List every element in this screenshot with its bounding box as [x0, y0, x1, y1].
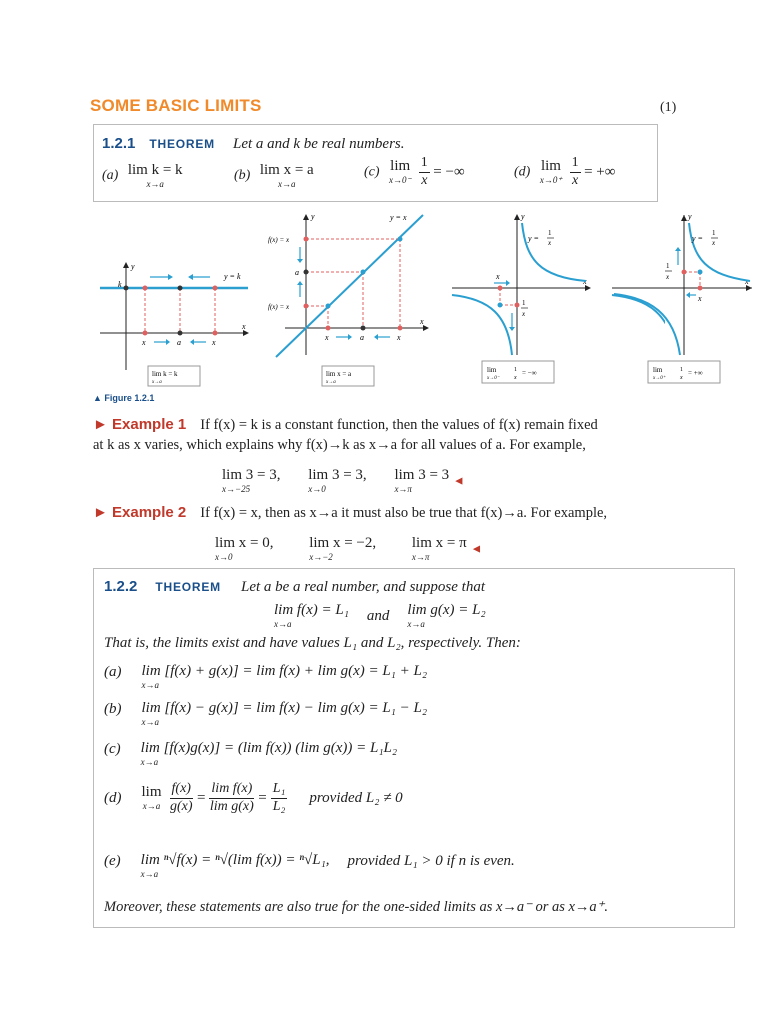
theorem2-statement: Let a be a real number, and suppose that: [240, 579, 485, 595]
t2-a-expr: lim [f(x) + g(x)] = lim f(x) + lim g(x) = L₁ + L₂: [141, 663, 428, 679]
theorem-statement: Let a and k be real numbers.: [232, 136, 405, 152]
t2-d-label: (d): [104, 789, 122, 806]
p4-curve-one: 1: [712, 229, 716, 237]
p3-curve-y: y =: [528, 234, 539, 243]
part-c-lim: lim: [390, 158, 411, 175]
part-b-sub: x→a: [278, 179, 296, 189]
p3-box-d: x: [514, 375, 517, 381]
p3-box-top: lim: [487, 366, 497, 374]
figure-1-2-1: [90, 205, 665, 395]
t2-b-sub: x→a: [141, 717, 159, 727]
p3-box-rhs: = −∞: [522, 369, 537, 377]
that-is: That is, the limits exist and have values L₁ and L₂, respectively. Then:: [104, 635, 521, 651]
p3-frac-d: x: [522, 310, 526, 318]
part-d-lim: lim: [540, 158, 561, 175]
p2-a: a: [295, 268, 299, 277]
p3-curve-right: [522, 223, 586, 281]
p3-box-sub: x→0⁻: [487, 376, 500, 381]
p1-box-sub: x→a: [152, 380, 162, 385]
p2-curve-label: y = x: [390, 213, 407, 222]
t2-b-label: (b): [104, 701, 122, 717]
ex2-lim-3: lim x = π: [411, 535, 467, 551]
p1-k-label: k: [118, 280, 122, 289]
theorem2-number: 1.2.2: [104, 578, 138, 595]
t2-e-label: (e): [104, 853, 121, 869]
p2-box-sub: x→a: [326, 380, 336, 385]
t2-d-num3: L₁: [271, 781, 288, 799]
ex1-sub-1: x→−25: [222, 484, 251, 494]
p1-x-axis-label: x: [242, 322, 246, 331]
theorem2-word: THEOREM: [155, 580, 221, 594]
p1-x-left: x: [142, 338, 146, 347]
part-b-limit: lim x = a: [259, 162, 314, 178]
part-a-sub: x→a: [146, 179, 164, 189]
part-c-sub: x→0⁻: [389, 175, 412, 186]
part-d-num: 1: [570, 155, 581, 173]
ex1-end-mark: ◄: [452, 473, 465, 488]
part-a-label: (a): [102, 168, 119, 184]
t2-d-sub: x→a: [142, 801, 161, 812]
hyp-2-sub: x→a: [407, 619, 425, 629]
example-1-line2: at k as x varies, which explains why f(x)→k as x→a for all values of a. For example,: [93, 437, 586, 453]
t2-e-cond: provided L₁ > 0 if n is even.: [347, 853, 515, 869]
p3-curve-left: [452, 295, 512, 355]
figure-panel-4: [610, 205, 760, 395]
hyp-and: and: [366, 607, 390, 624]
t2-c-expr: lim [f(x)g(x)] = (lim f(x)) (lim g(x)) = L₁L₂: [140, 740, 398, 756]
theorem-1-2-1: [93, 124, 658, 202]
p4-box-top: lim: [653, 366, 663, 374]
part-b-label: (b): [234, 168, 251, 184]
ex2-lim-2: lim x = −2,: [309, 535, 377, 551]
ex1-lim-1: lim 3 = 3,: [222, 467, 281, 483]
p4-curve-y: y =: [692, 234, 703, 243]
p4-curve-x: x: [712, 239, 716, 247]
hyp-2: lim g(x) = L₂: [407, 602, 486, 618]
part-a-limit: lim k = k: [127, 162, 183, 178]
p2-x-axis-label: x: [420, 317, 424, 326]
ex1-sub-3: x→π: [394, 484, 412, 494]
ex2-end-mark: ◄: [470, 541, 483, 556]
t2-d-num2: lim f(x): [209, 781, 254, 799]
example-2-line1: If f(x) = x, then as x→a it must also be true that f(x)→a. For example,: [200, 505, 608, 521]
part-c-rhs: = −∞: [433, 163, 465, 180]
ex2-sub-2: x→−2: [309, 552, 333, 562]
p1-y-axis-label: y: [131, 262, 135, 271]
p4-curve-lower: [614, 294, 680, 355]
ex2-sub-1: x→0: [215, 552, 233, 562]
ex1-sub-2: x→0: [308, 484, 326, 494]
p4-x-tick: x: [698, 294, 702, 303]
page-title: SOME BASIC LIMITS: [90, 96, 262, 115]
example-2-label: ► Example 2: [93, 504, 187, 521]
part-d-rhs: = +∞: [584, 163, 616, 180]
p2-x-right: x: [397, 333, 401, 342]
part-c-num: 1: [419, 155, 430, 173]
ex2-lim-1: lim x = 0,: [215, 535, 274, 551]
part-c-label: (c): [364, 164, 380, 180]
panel-constant: [100, 262, 248, 386]
p1-x-right: x: [212, 338, 216, 347]
hyp-1: lim f(x) = L₁: [274, 602, 349, 618]
p4-box-rhs: = +∞: [688, 369, 703, 377]
figure-caption: ▲ Figure 1.2.1: [93, 393, 155, 403]
theorem-1-2-2: 1.2.2 THEOREM Let a be a real number, and suppose that lim f(x) = L₁ x→a and lim g(x) = L₂ x→a That is, the limits exist and have values L₁ and L₂, respectively. Then: (a) lim [f(x) + g(x)] = lim f(x) + lim g(x) = L₁ + L₂ x→a (b) lim [f(x) − g(x)] = lim f(x) − lim g(x) = L₁ − L₂ x→a (c) lim [f(x)g(x)] = (lim f(x)) (lim g(x)) = L₁L₂ x→a (d) lim x→a $\frac{f(x)}{g(x)}$ = $\frac{\text{lim f(x)}}{\text{lim g(x)}}$ = $\frac{\text{L₁}}{\text{L₂}}$ provided L₂ ≠ 0 (e) lim ⁿ√f(x) = ⁿ√(lim f(x)) = ⁿ√L₁, x→a provided L₁ > 0 if n is even. Moreover, these statements are also true for the one-sided limits as x→a⁻ or as x→a⁺.: [93, 568, 735, 928]
p1-a: a: [177, 338, 181, 347]
p1-curve-label: y = k: [224, 272, 241, 281]
p3-frac-n: 1: [522, 299, 526, 307]
ex1-lim-3: lim 3 = 3: [394, 467, 450, 483]
panel-identity: [268, 212, 428, 386]
part-d-den: x: [571, 172, 579, 188]
part-d-sub: x→0⁺: [539, 175, 563, 186]
p4-frac-d: x: [666, 273, 670, 281]
part-d-label: (d): [514, 164, 531, 180]
p2-fx-upper: f(x) = x: [268, 236, 290, 244]
p3-curve-one: 1: [548, 229, 552, 237]
t2-d-num: f(x): [170, 781, 193, 799]
page-number: (1): [660, 100, 677, 115]
theorem2-moreover: Moreover, these statements are also true for the one-sided limits as x→a⁻ or as x→a⁺.: [104, 899, 608, 915]
p2-box-top: lim x = a: [326, 370, 352, 378]
p3-curve-x: x: [548, 239, 552, 247]
p3-y-axis-label: y: [521, 212, 525, 221]
theorem-number: 1.2.1: [102, 135, 136, 152]
example-1-line1: If f(x) = k is a constant function, then the values of f(x) remain fixed: [200, 417, 598, 433]
t2-c-sub: x→a: [140, 757, 159, 767]
t2-a-label: (a): [104, 664, 122, 680]
p4-box-sub: x→0⁺: [653, 376, 666, 381]
t2-c-label: (c): [104, 741, 121, 757]
t2-e-sub: x→a: [140, 869, 159, 879]
p4-box-n: 1: [680, 367, 683, 373]
p3-x-axis-label: x: [583, 277, 587, 286]
t2-e-expr: lim ⁿ√f(x) = ⁿ√(lim f(x)) = ⁿ√L₁,: [140, 852, 330, 868]
theorem-word: THEOREM: [149, 137, 215, 151]
hyp-1-sub: x→a: [274, 619, 292, 629]
p2-a-axis: a: [360, 333, 364, 342]
panel-reciprocal-left: [452, 212, 590, 383]
p3-x-tick: x: [496, 272, 500, 281]
example-1-label: ► Example 1: [93, 416, 187, 433]
p2-y-axis-label: y: [311, 212, 315, 221]
p2-fx-lower: f(x) = x: [268, 303, 290, 311]
part-c-den: x: [421, 172, 428, 188]
t2-a-sub: x→a: [141, 680, 159, 690]
ex2-sub-3: x→π: [411, 552, 430, 562]
t2-b-expr: lim [f(x) − g(x)] = lim f(x) − lim g(x) = L₁ − L₂: [141, 700, 428, 716]
p4-frac-n: 1: [666, 262, 670, 270]
t2-d-den: g(x): [169, 798, 193, 814]
ex1-lim-2: lim 3 = 3,: [308, 467, 367, 483]
p4-box-d: x: [680, 375, 683, 381]
p3-box-n: 1: [514, 367, 517, 373]
p4-x-axis-label: x: [745, 277, 749, 286]
t2-d-lim: lim: [141, 784, 162, 801]
p4-y-axis-label: y: [688, 212, 692, 221]
p1-box-top: lim k = k: [152, 370, 178, 378]
p2-x-left: x: [325, 333, 329, 342]
t2-d-den3: L₂: [272, 798, 286, 814]
t2-d-cond: provided L₂ ≠ 0: [309, 789, 403, 806]
t2-d-den2: lim g(x): [209, 798, 254, 814]
